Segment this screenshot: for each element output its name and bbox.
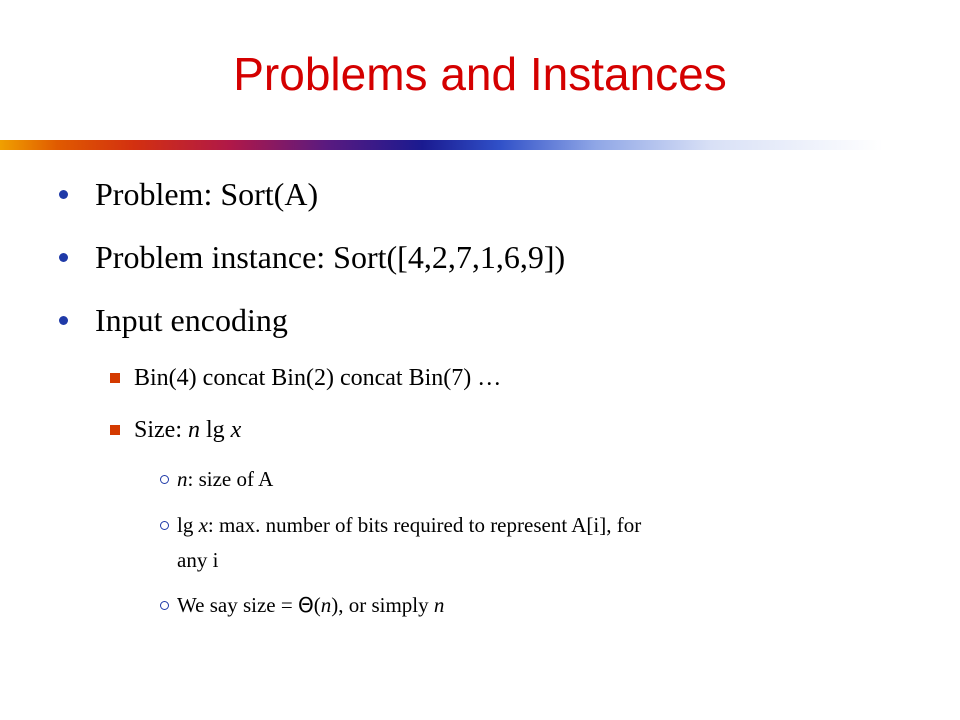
bullet-input-encoding: Input encoding: [95, 302, 288, 338]
bullet-square-icon: [110, 373, 120, 383]
bullet-ring-icon: [160, 521, 169, 530]
bullet-problem: Problem: Sort(A): [95, 176, 319, 212]
bullet-dot-icon: [59, 190, 68, 199]
bullet-dot-icon: [59, 316, 68, 325]
lg-desc: : max. number of bits required to represent A[i], for: [207, 513, 642, 537]
bullet-theta: [177, 591, 444, 619]
theta-close: ), or simply: [331, 593, 434, 617]
size-x: x: [230, 417, 242, 443]
bullet-ring-icon: [160, 475, 169, 484]
bullet-lg-x: [177, 511, 641, 539]
slide-title: Problems and Instances: [233, 48, 727, 100]
bullet-square-icon: [110, 425, 120, 435]
theta-symbol: Θ: [297, 593, 314, 617]
bullet-n-size: [177, 465, 273, 493]
n-desc: : size of A: [187, 467, 274, 491]
lg-x-var: x: [198, 513, 208, 537]
bullet-size: [134, 414, 241, 446]
bullet-ring-icon: [160, 601, 169, 610]
theta-prefix: We say size =: [177, 593, 298, 617]
n-var: n: [177, 467, 188, 491]
bullet-dot-icon: [59, 253, 68, 262]
size-prefix: Size:: [134, 417, 188, 443]
theta-open: (: [313, 593, 321, 617]
size-n: n: [188, 417, 200, 443]
bullet-lg-x-continuation: any i: [177, 548, 219, 572]
size-mid: lg: [200, 417, 231, 443]
bullet-problem-instance: Problem instance: Sort([4,2,7,1,6,9]): [95, 239, 566, 275]
bullet-bin-concat: Bin(4) concat Bin(2) concat Bin(7) …: [134, 365, 502, 391]
theta-n-simple: n: [433, 593, 445, 617]
lg-prefix: lg: [177, 513, 199, 537]
theta-n: n: [320, 593, 332, 617]
